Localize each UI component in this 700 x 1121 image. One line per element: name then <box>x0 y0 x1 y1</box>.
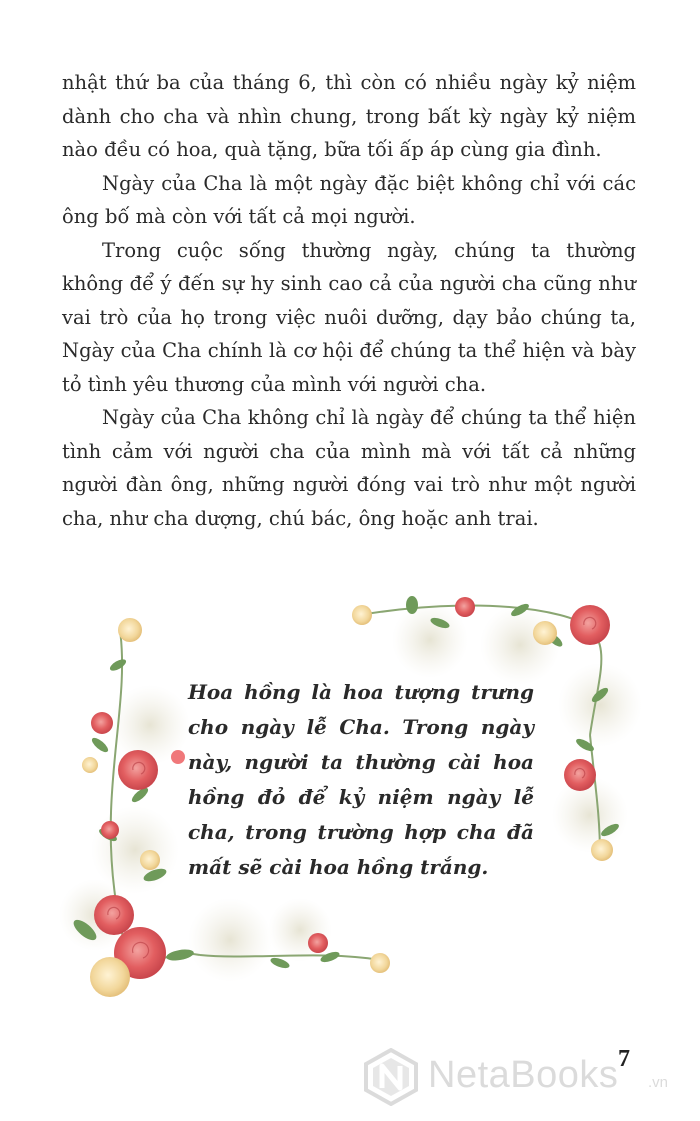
watermark <box>362 1044 697 1110</box>
rose-quote: Hoa hồng là hoa tượng trưng cho ngày lễ Cha. Trong ngày này, người ta thường cài hoa hồng đỏ để kỷ niệm ngày lễ cha, trong trường hợp cha đã mất sẽ cài hoa hồng trắng. <box>188 680 534 879</box>
netabooks-logo-icon <box>362 1048 420 1106</box>
paragraph: Ngày của Cha không chỉ là ngày để chúng ta thể hiện tình cảm với người cha của mình mà với tất cả những người đàn ông, những người đóng vai trò như một người cha, như cha dượng, chú bác, ông hoặc anh trai. <box>62 406 636 530</box>
paragraph: Trong cuộc sống thường ngày, chúng ta thường không để ý đến sự hy sinh cao cả của người cha cũng như vai trò của họ trong việc nuôi dưỡng, dạy bảo chúng ta, Ngày của Cha chính là cơ hội để chúng ta thể hiện và bày tỏ tình yêu thương của mình với người cha. <box>62 238 636 396</box>
body-text <box>62 66 636 535</box>
watermark-brand: NetaBooks <box>428 1054 619 1096</box>
watermark-domain: .vn <box>648 1074 669 1091</box>
paragraph-continuation: nhật thứ ba của tháng 6, thì còn có nhiều ngày kỷ niệm dành cho cha và nhìn chung, trong bất kỳ ngày kỷ niệm nào đều có hoa, quà tặng, bữa tối ấp áp cùng gia đình. <box>62 71 636 161</box>
page-number: 7 <box>618 1046 630 1072</box>
paragraph: Ngày của Cha là một ngày đặc biệt không chỉ với các ông bố mà còn với tất cả mọi người. <box>62 171 636 228</box>
